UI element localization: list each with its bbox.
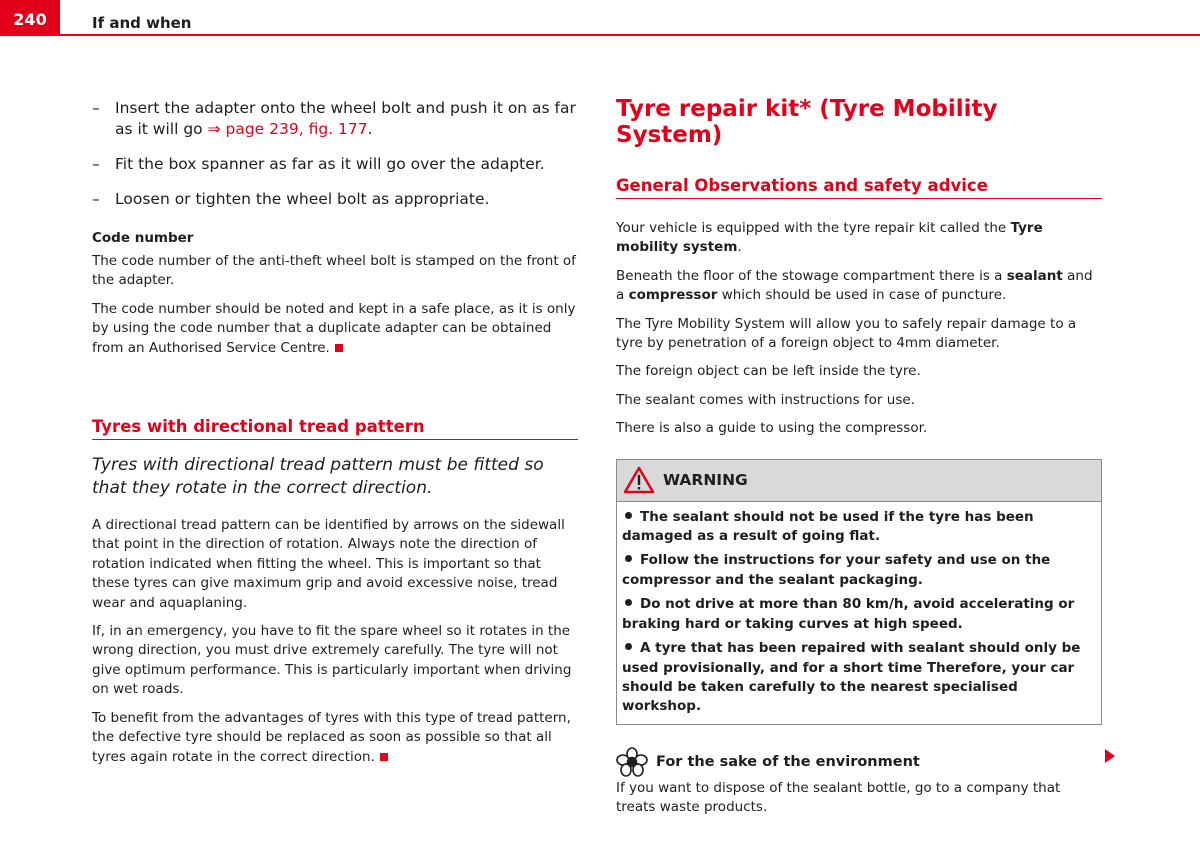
warning-triangle-icon <box>623 466 655 494</box>
next-page-arrow-icon[interactable] <box>1104 748 1116 764</box>
paragraph: If, in an emergency, you have to fit the spare wheel so it rotates in the wrong direction, you must drive extremely carefully. The tyre will not give optimum performance. This is particularly important when driving on wet roads. <box>92 623 572 698</box>
end-of-section-icon <box>335 344 343 352</box>
paragraph: A directional tread pattern can be identified by arrows on the sidewall that point in the direction of rotation. Always note the direction of rotation indicated when fitting the wheel. This is important so that these tyres can give maximum grip and avoid excessive noise, tread wear and aquaplaning. <box>92 517 565 611</box>
general-heading: General Observations and safety advice <box>616 176 1102 199</box>
step-item <box>92 98 578 140</box>
environment-text: If you want to dispose of the sealant bottle, go to a company that treats waste products. <box>616 779 1061 816</box>
chapter-title: Tyre repair kit* (Tyre Mobility System) <box>616 96 998 148</box>
paragraph: Beneath the floor of the stowage compartment there is a sealant and a compressor which should be used in case of puncture. <box>616 267 1093 304</box>
page-number: 240 <box>0 0 60 36</box>
bullet-icon <box>625 512 632 519</box>
right-column <box>616 96 1102 827</box>
bullet-icon <box>625 643 632 650</box>
page-link[interactable]: ⇒ page 239, fig. 177 <box>207 120 368 138</box>
running-header: If and when <box>92 14 192 32</box>
step-item <box>92 189 578 210</box>
lead-text: Tyres with directional tread pattern must be fitted so that they rotate in the correct direction. <box>92 455 544 499</box>
step-dash: – <box>92 99 100 117</box>
end-of-section-icon <box>380 753 388 761</box>
warning-title: WARNING <box>663 471 748 490</box>
bullet-icon <box>625 555 632 562</box>
paragraph: The sealant comes with instructions for use. <box>616 391 915 408</box>
warning-item: The sealant should not be used if the tyre has been damaged as a result of going flat. <box>622 508 1034 545</box>
step-item <box>92 154 578 175</box>
warning-header <box>617 460 1101 502</box>
paragraph: The Tyre Mobility System will allow you to safely repair damage to a tyre by penetration of a foreign object to 4mm diameter. <box>616 315 1077 352</box>
header-rule <box>60 34 1200 36</box>
bullet-icon <box>625 599 632 606</box>
left-column <box>92 98 578 776</box>
warning-box <box>616 459 1102 725</box>
paragraph: The code number of the anti-theft wheel bolt is stamped on the front of the adapter. <box>92 253 576 289</box>
paragraph: There is also a guide to using the compressor. <box>616 420 928 437</box>
step-dash: – <box>92 155 100 173</box>
environment-header <box>616 747 1102 777</box>
paragraph: The foreign object can be left inside the tyre. <box>616 363 921 380</box>
directional-heading: Tyres with directional tread pattern <box>92 417 578 440</box>
warning-body <box>617 502 1101 724</box>
step-dash: – <box>92 190 100 208</box>
step-text: Loosen or tighten the wheel bolt as appropriate. <box>115 190 490 208</box>
step-text: Fit the box spanner as far as it will go over the adapter. <box>115 155 545 173</box>
code-number-title: Code number <box>92 230 194 246</box>
warning-item: Follow the instructions for your safety and use on the compressor and the sealant packaging. <box>622 552 1051 588</box>
environment-title: For the sake of the environment <box>656 753 920 770</box>
warning-item: A tyre that has been repaired with sealant should only be used provisionally, and for a short time Therefore, your car should be taken carefully to the nearest specialised workshop. <box>622 640 1081 715</box>
step-text: Insert the adapter onto the wheel bolt and push it on as far as it will go ⇒ page 239, fig. 177. <box>115 99 576 138</box>
paragraph: Your vehicle is equipped with the tyre repair kit called the Tyre mobility system. <box>616 220 1043 256</box>
warning-item: Do not drive at more than 80 km/h, avoid accelerating or braking hard or taking curves at high speed. <box>622 596 1075 632</box>
paragraph: The code number should be noted and kept in a safe place, as it is only by using the code number that a duplicate adapter can be obtained from an Authorised Service Centre. <box>92 300 576 356</box>
flower-icon <box>616 747 648 777</box>
paragraph: To benefit from the advantages of tyres with this type of tread pattern, the defective tyre should be replaced as soon as possible so that all tyres again rotate in the correct direction. <box>92 709 571 765</box>
